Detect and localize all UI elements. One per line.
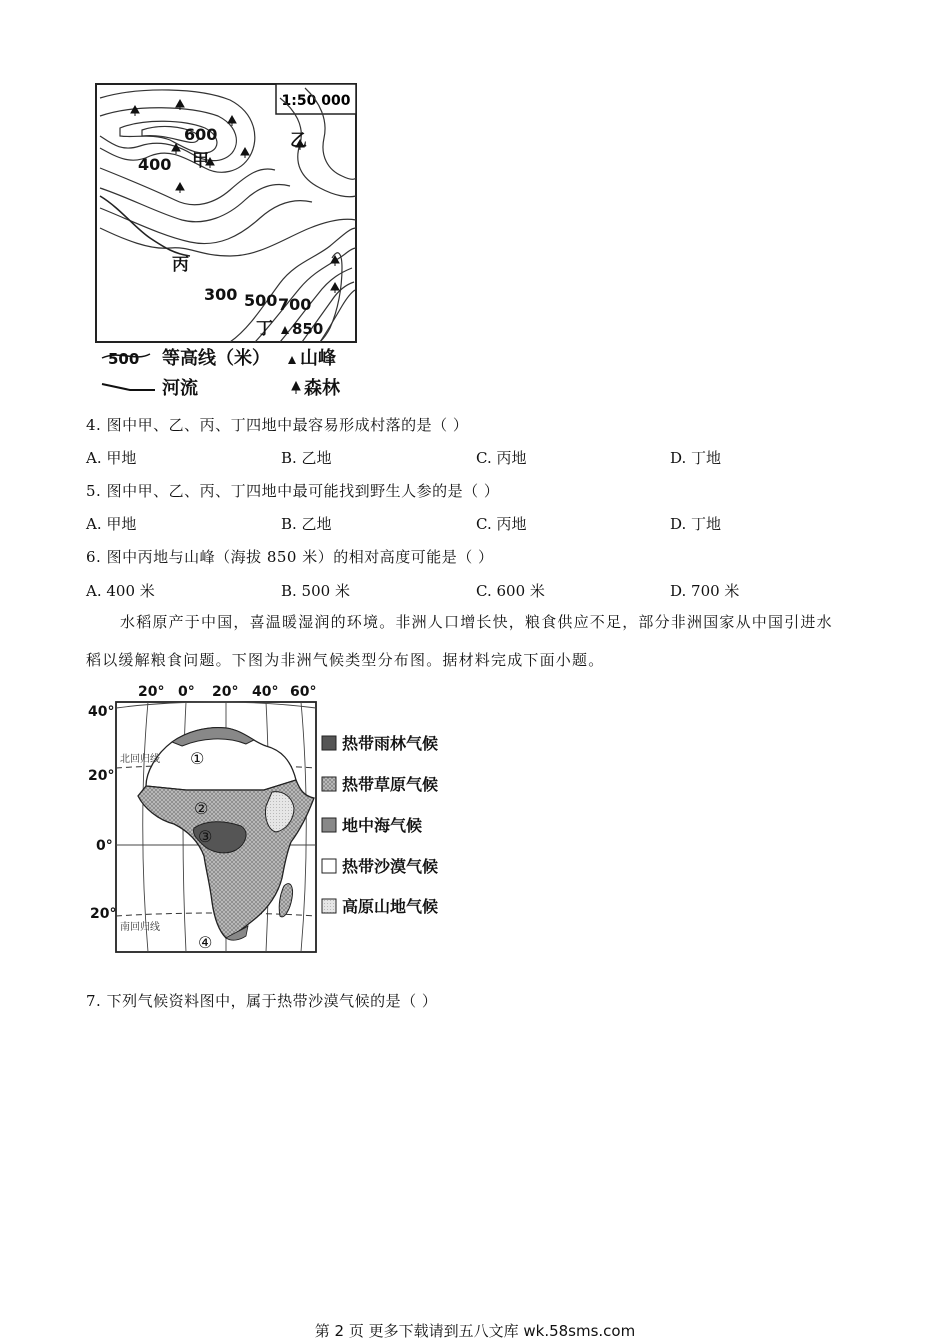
question-5-option-a[interactable]: A. 甲地 [86,515,137,533]
question-4-option-b[interactable]: B. 乙地 [281,449,332,467]
legend-forest-text: 森林 [304,378,340,399]
climate-legend [322,734,438,916]
lon-label-0: 0° [178,684,195,700]
label-500: 500 [244,291,278,310]
map-scale: 1:50 000 [281,93,351,109]
legend-rainforest: 热带雨林气候 [342,734,439,753]
question-6-option-a[interactable]: A. 400 米 [86,582,155,600]
question-6-stem: 6. 图中丙地与山峰（海拔 850 米）的相对高度可能是（ ） [86,548,494,566]
question-4-option-d[interactable]: D. 丁地 [670,449,722,467]
question-5-option-d[interactable]: D. 丁地 [670,515,722,533]
label-ding: 丁 [256,319,273,339]
marker-3: ③ [198,827,213,846]
legend-desert: 热带沙漠气候 [342,857,439,876]
lat-label-0: 0° [96,838,113,854]
legend-peak-icon [288,356,296,364]
legend-river-text: 河流 [162,378,198,399]
question-6-option-b[interactable]: B. 500 米 [281,582,350,600]
label-850: 850 [292,320,324,338]
topographic-map [80,78,380,400]
lat-label-20s: 20° [90,906,117,922]
legend-swatch-rainforest [322,736,336,750]
marker-2: ② [194,799,209,818]
label-400: 400 [138,155,172,174]
question-4-option-c[interactable]: C. 丙地 [476,449,527,467]
legend-swatch-highland [322,899,336,913]
question-5-stem: 5. 图中甲、乙、丙、丁四地中最可能找到野生人参的是（ ） [86,482,500,500]
lon-label-60e: 60° [290,684,317,700]
marker-1: ① [190,749,205,768]
legend-savanna: 热带草原气候 [342,775,439,794]
legend-swatch-mediterranean [322,818,336,832]
legend-forest-icon [292,382,300,394]
question-4-option-a[interactable]: A. 甲地 [86,449,137,467]
lat-label-20n: 20° [88,768,115,784]
question-4-stem: 4. 图中甲、乙、丙、丁四地中最容易形成村落的是（ ） [86,416,469,434]
lon-label-20w: 20° [138,684,165,700]
question-6-option-c[interactable]: C. 600 米 [476,582,545,600]
passage-line-2: 稻以缓解粮食问题。下图为非洲气候类型分布图。据材料完成下面小题。 [86,651,605,669]
lon-label-20e: 20° [212,684,239,700]
label-yi: 乙 [290,131,307,151]
africa-climate-map [86,680,466,960]
legend-highland: 高原山地气候 [342,897,439,916]
legend-peak-text: 山峰 [300,348,336,369]
legend-mediterranean: 地中海气候 [342,816,423,835]
question-5-option-b[interactable]: B. 乙地 [281,515,332,533]
question-6-option-d[interactable]: D. 700 米 [670,582,740,600]
marker-4: ④ [198,933,213,952]
label-jia: 甲 [192,151,209,171]
label-600: 600 [184,125,218,144]
label-300: 300 [204,285,238,304]
legend-river-icon [102,384,155,390]
passage-line-1: 水稻原产于中国，喜温暖湿润的环境。非洲人口增长快，粮食供应不足，部分非洲国家从中国引进水 [120,613,833,631]
page-footer: 第 2 页 更多下载请到五八文库 wk.58sms.com [314,1322,636,1340]
label-700: 700 [278,295,312,314]
question-7-stem: 7. 下列气候资料图中，属于热带沙漠气候的是（ ） [86,992,438,1010]
lon-label-40e: 40° [252,684,279,700]
label-bing: 丙 [172,255,189,275]
legend-swatch-savanna [322,777,336,791]
lat-label-40n: 40° [88,704,115,720]
legend-contour-text: 等高线（米） [162,348,270,369]
tropic-south-label: 南回归线 [120,922,160,933]
legend-swatch-desert [322,859,336,873]
legend-contour-sample: 500 [108,350,140,368]
question-5-option-c[interactable]: C. 丙地 [476,515,527,533]
tropic-north-label: 北回归线 [120,754,160,765]
